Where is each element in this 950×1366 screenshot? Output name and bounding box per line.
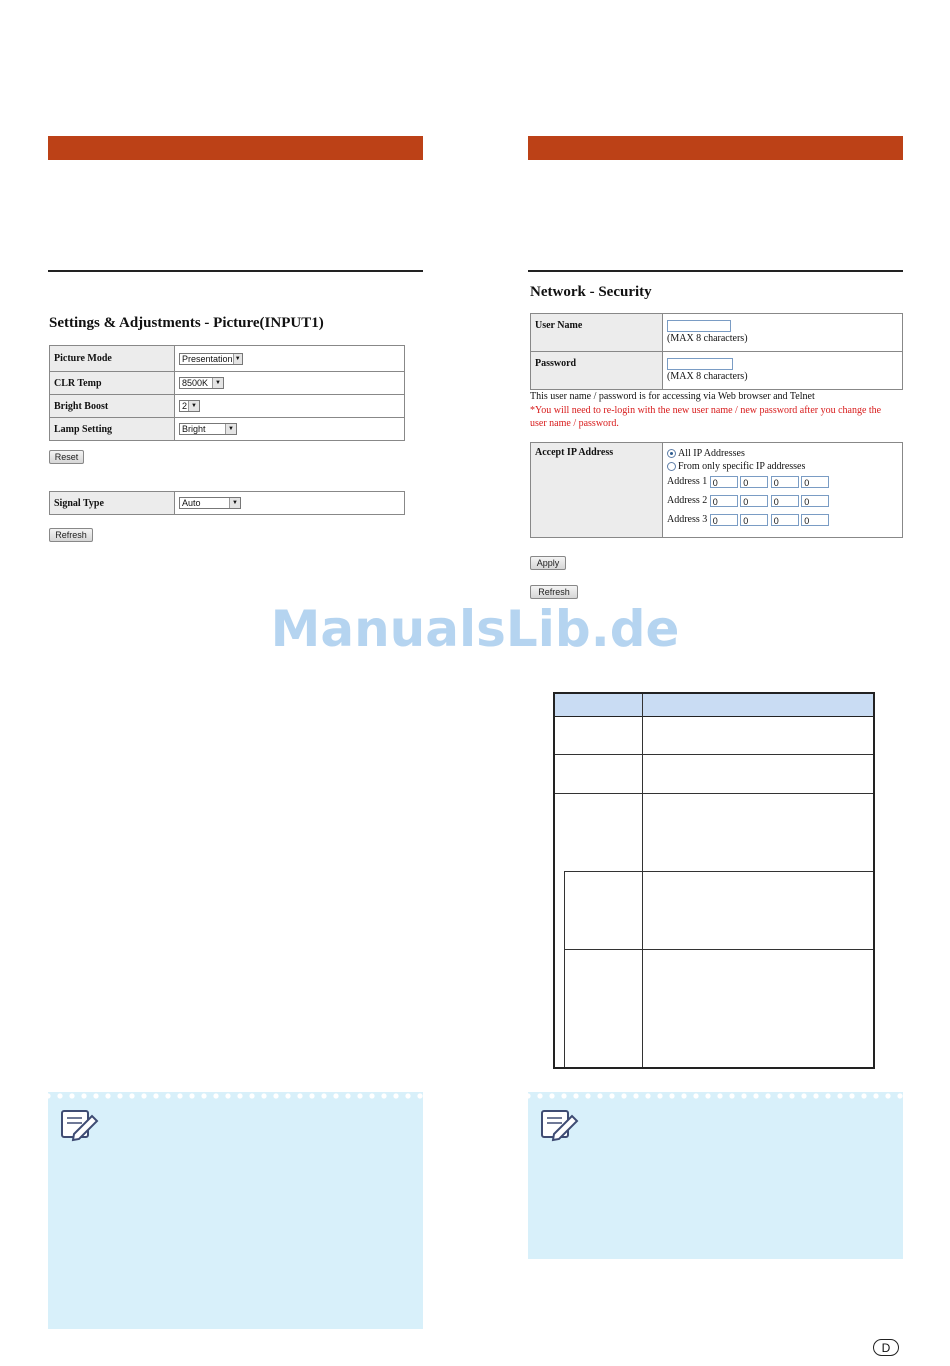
address-octet-input[interactable]: 0 — [740, 476, 768, 488]
chevron-down-icon: ▼ — [225, 424, 236, 434]
picture-mode-label: Picture Mode — [50, 346, 175, 372]
signal-type-label: Signal Type — [50, 492, 175, 515]
right-section-bar — [528, 136, 903, 160]
header-divider — [555, 716, 873, 717]
address-octet-input[interactable]: 0 — [710, 514, 738, 526]
right-divider — [528, 270, 903, 272]
lamp-setting-label: Lamp Setting — [50, 418, 175, 441]
specific-ip-option[interactable] — [667, 460, 898, 473]
accept-ip-cell — [663, 443, 903, 538]
note-border — [528, 1092, 903, 1102]
relogin-warning: *You will need to re-login with the new user name / new password after you change the user name / password. — [530, 405, 882, 429]
table-row — [531, 352, 903, 390]
picture-mode-select[interactable] — [179, 353, 243, 365]
pencil-note-icon — [60, 1108, 100, 1142]
table-row — [531, 443, 903, 538]
address-label: Address 2 — [667, 495, 708, 506]
address-label: Address 1 — [667, 476, 708, 487]
pencil-note-icon — [540, 1108, 580, 1142]
table-row — [50, 372, 405, 395]
row-divider — [555, 754, 873, 755]
picture-mode-value: Presentation — [182, 353, 233, 364]
address-label: Address 3 — [667, 514, 708, 525]
lamp-setting-value: Bright — [182, 424, 206, 434]
address-octet-input[interactable]: 0 — [771, 514, 799, 526]
password-label: Password — [531, 352, 663, 390]
table-row — [50, 395, 405, 418]
picture-settings-table — [49, 345, 405, 441]
password-hint: (MAX 8 characters) — [667, 370, 748, 382]
right-page-title: Network - Security — [530, 284, 652, 300]
picture-mode-cell — [175, 346, 405, 372]
bright-boost-value: 2 — [182, 401, 188, 411]
clr-temp-cell — [175, 372, 405, 395]
password-cell — [663, 352, 903, 390]
bright-boost-select[interactable] — [179, 400, 200, 412]
chevron-down-icon: ▼ — [212, 378, 223, 388]
lamp-setting-cell — [175, 418, 405, 441]
table-row — [531, 314, 903, 352]
right-note-box — [528, 1092, 903, 1259]
all-ip-label: All IP Addresses — [678, 448, 745, 459]
signal-type-table — [49, 491, 405, 515]
address-octet-input[interactable]: 0 — [771, 476, 799, 488]
user-name-label: User Name — [531, 314, 663, 352]
column-divider — [642, 694, 643, 1067]
specific-ip-label: From only specific IP addresses — [678, 461, 806, 472]
radio-icon[interactable] — [667, 462, 676, 471]
row-divider — [564, 871, 873, 872]
address-octet-input[interactable]: 0 — [801, 495, 829, 507]
left-divider — [48, 270, 423, 272]
user-name-input[interactable] — [667, 320, 731, 332]
clr-temp-value: 8500K — [182, 378, 209, 388]
chevron-down-icon: ▼ — [229, 498, 240, 508]
sub-indent-divider — [564, 871, 565, 1067]
watermark: ManualsLib.de — [270, 600, 680, 658]
page-badge: D — [873, 1339, 899, 1356]
right-refresh-button[interactable]: Refresh — [530, 585, 578, 599]
address-octet-input[interactable]: 0 — [710, 495, 738, 507]
address-row — [667, 494, 898, 513]
signal-type-value: Auto — [182, 498, 201, 508]
user-name-hint: (MAX 8 characters) — [667, 332, 748, 344]
address-row — [667, 475, 898, 494]
address-row — [667, 513, 898, 532]
lamp-setting-select[interactable] — [179, 423, 237, 435]
address-octet-input[interactable]: 0 — [740, 495, 768, 507]
credentials-info: This user name / password is for accessing via Web browser and Telnet — [530, 391, 815, 402]
signal-type-select[interactable] — [179, 497, 241, 509]
bright-boost-label: Bright Boost — [50, 395, 175, 418]
all-ip-option[interactable] — [667, 447, 898, 460]
radio-selected-icon[interactable] — [667, 449, 676, 458]
address-octet-input[interactable]: 0 — [801, 514, 829, 526]
bright-boost-cell — [175, 395, 405, 418]
row-divider — [564, 949, 873, 950]
clr-temp-label: CLR Temp — [50, 372, 175, 395]
description-table — [553, 692, 875, 1069]
chevron-down-icon: ▼ — [188, 401, 199, 411]
left-page-title: Settings & Adjustments - Picture(INPUT1) — [49, 315, 324, 331]
accept-ip-table — [530, 442, 903, 538]
signal-type-cell — [175, 492, 405, 515]
clr-temp-select[interactable] — [179, 377, 224, 389]
left-note-box — [48, 1092, 423, 1329]
table-row — [50, 492, 405, 515]
accept-ip-label: Accept IP Address — [531, 443, 663, 538]
table-row — [50, 346, 405, 372]
address-octet-input[interactable]: 0 — [801, 476, 829, 488]
password-input[interactable] — [667, 358, 733, 370]
table-row — [50, 418, 405, 441]
chevron-down-icon: ▼ — [233, 354, 242, 364]
address-octet-input[interactable]: 0 — [740, 514, 768, 526]
address-octet-input[interactable]: 0 — [710, 476, 738, 488]
address-octet-input[interactable]: 0 — [771, 495, 799, 507]
left-section-bar — [48, 136, 423, 160]
reset-button[interactable]: Reset — [49, 450, 84, 464]
row-divider — [555, 793, 873, 794]
user-name-cell — [663, 314, 903, 352]
apply-button[interactable]: Apply — [530, 556, 566, 570]
credentials-table — [530, 313, 903, 390]
description-table-header — [555, 694, 873, 716]
note-border — [48, 1092, 423, 1102]
left-refresh-button[interactable]: Refresh — [49, 528, 93, 542]
